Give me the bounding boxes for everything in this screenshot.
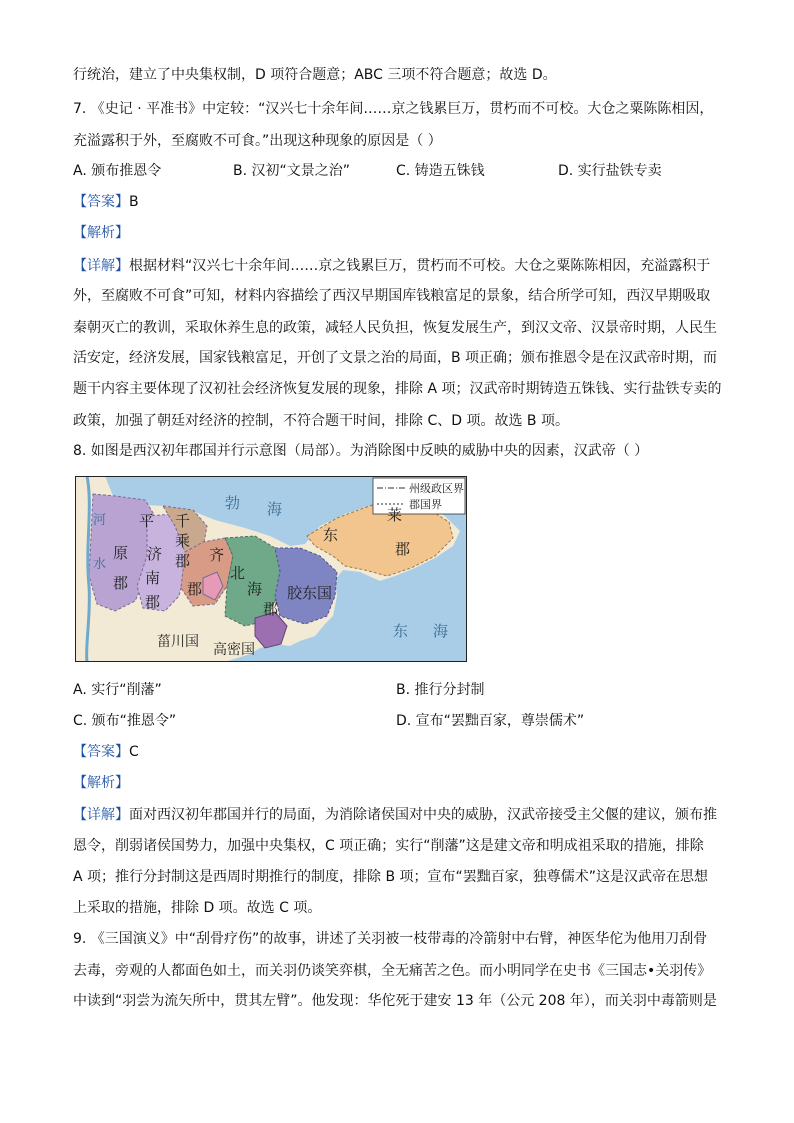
detail-text: 根据材料“汉兴七十余年间……京之钱累巨万，贯朽而不可校。大仓之粟陈陈相因，充溢露积于 [129, 258, 711, 274]
label-gaomi: 高密国 [213, 642, 255, 658]
q7-analysis-tag: 【解析】 [73, 225, 129, 241]
label-jun-qiancheng: 郡 [175, 552, 191, 570]
legend-state-border: 州级政区界 [409, 482, 464, 495]
label-jun-qi: 郡 [187, 580, 203, 598]
text-line: 政策，加强了朝廷对经济的控制，不符合题干时间，排除 C、D 项。故选 B 项。 [73, 413, 569, 429]
label-jun-beihai: 郡 [263, 600, 279, 618]
label-donghai-hai: 海 [433, 622, 449, 640]
label-jun-donglai: 郡 [395, 540, 411, 558]
label-nan: 南 [145, 569, 161, 587]
label-jun-pingyuan: 郡 [113, 574, 129, 592]
label-hai-beihai: 海 [247, 580, 263, 598]
text-line: 活安定，经济发展，国家钱粮富足，开创了文景之治的局面，B 项正确；颁布推恩令是在汉武帝时期，而 [73, 350, 718, 366]
answer-tag: 【答案】 [73, 744, 129, 760]
q7-detail [73, 256, 710, 276]
text-line: A 项；推行分封制这是西周时期推行的制度，排除 B 项；宣布“罢黜百家，独尊儒术”这是汉武帝在思想 [73, 869, 709, 885]
text-line: 行统治，建立了中央集权制，D 项符合题意；ABC 三项不符合题意；故选 D。 [73, 67, 557, 83]
q8-option-b: B. 推行分封制 [396, 682, 485, 698]
label-lai: 莱 [387, 506, 403, 524]
text-line: 上采取的措施，排除 D 项。故选 C 项。 [73, 900, 322, 916]
label-yuan: 原 [113, 544, 129, 562]
text-line: 秦朝灭亡的教训，采取休养生息的政策，减轻人民负担，恢复发展生产，到汉文帝、汉景帝时期，人民生 [73, 320, 717, 336]
detail-text: 面对西汉初年郡国并行的局面，为消除诸侯国对中央的威胁，汉武帝接受主父偃的建议，颁布推 [129, 807, 717, 823]
answer-value: B [129, 194, 139, 210]
q8-analysis-tag: 【解析】 [73, 775, 129, 791]
label-qi: 齐 [209, 546, 225, 564]
q8-detail [73, 805, 717, 825]
question-8-stem: 8. 如图是西汉初年郡国并行示意图（局部）。为消除图中反映的威胁中央的因素，汉武帝（ ） [73, 443, 649, 459]
label-ping: 平 [139, 512, 155, 530]
label-jiaodong: 胶东国 [287, 584, 333, 602]
label-dong-donglai: 东 [323, 526, 339, 544]
q7-option-a: A. 颁布推恩令 [73, 163, 162, 179]
text-line: 外，至腐败不可食”可知，材料内容描绘了西汉早期国库钱粮富足的景象，结合所学可知，西汉早期吸取 [73, 288, 711, 304]
q8-answer [73, 742, 139, 762]
label-jun-jinan: 郡 [145, 593, 161, 611]
q7-option-b: B. 汉初“文景之治” [233, 163, 351, 179]
label-bohai-hai: 海 [267, 500, 283, 518]
label-ji: 济 [147, 545, 163, 563]
label-bohai-bo: 勃 [225, 494, 241, 512]
answer-tag: 【答案】 [73, 194, 129, 210]
question-7-stem: 7. 《史记 · 平准书》中定较：“汉兴七十余年间……京之钱累巨万，贯朽而不可校。大仓之粟陈陈相因， [73, 101, 714, 117]
label-zichuan: 菑川国 [157, 634, 199, 650]
q7-option-d: D. 实行盐铁专卖 [558, 163, 662, 179]
q8-option-c: C. 颁布“推恩令” [73, 713, 177, 729]
label-cheng: 乘 [175, 532, 191, 550]
question-9-stem: 9. 《三国演义》中“刮骨疗伤”的故事，讲述了关羽被一枝带毒的冷箭射中右臂，神医华佗为他用刀刮骨 [73, 931, 708, 947]
q8-option-d: D. 宣布“罢黜百家，尊崇儒术” [396, 713, 585, 729]
text-line: 中读到“羽尝为流矢所中，贯其左臂”。他发现：华佗死于建安 13 年（公元 208 年），而关羽中毒箭则是 [73, 993, 717, 1009]
q8-option-a: A. 实行“削藩” [73, 682, 162, 698]
label-donghai-dong: 东 [393, 622, 409, 640]
label-river-shui: 水 [93, 557, 107, 572]
text-line: 恩令，削弱诸侯国势力，加强中央集权，C 项正确；实行“削藩”这是建文帝和明成祖采取的措施，排除 [73, 838, 704, 854]
question-7-stem-cont: 充溢露积于外，至腐败不可食。”出现这种现象的原因是（ ） [73, 133, 442, 149]
q7-option-c: C. 铸造五铢钱 [396, 163, 485, 179]
label-river-he: 河 [93, 513, 107, 528]
q7-answer [73, 192, 139, 212]
label-bei: 北 [230, 564, 246, 582]
text-line: 题干内容主要体现了汉初社会经济恢复发展的现象，排除 A 项；汉武帝时期铸造五铢钱、实行盐铁专卖的 [73, 381, 722, 397]
detail-tag: 【详解】 [73, 258, 129, 274]
legend-commandery-border: 郡国界 [409, 498, 442, 511]
label-qian: 千 [175, 512, 191, 530]
detail-tag: 【详解】 [73, 807, 129, 823]
map-western-han-commanderies [75, 476, 467, 662]
text-line: 去毒，旁观的人都面色如土，而关羽仍谈笑弈棋，全无痛苦之色。而小明同学在史书《三国志•关羽传》 [73, 963, 712, 979]
answer-value: C [129, 744, 139, 760]
